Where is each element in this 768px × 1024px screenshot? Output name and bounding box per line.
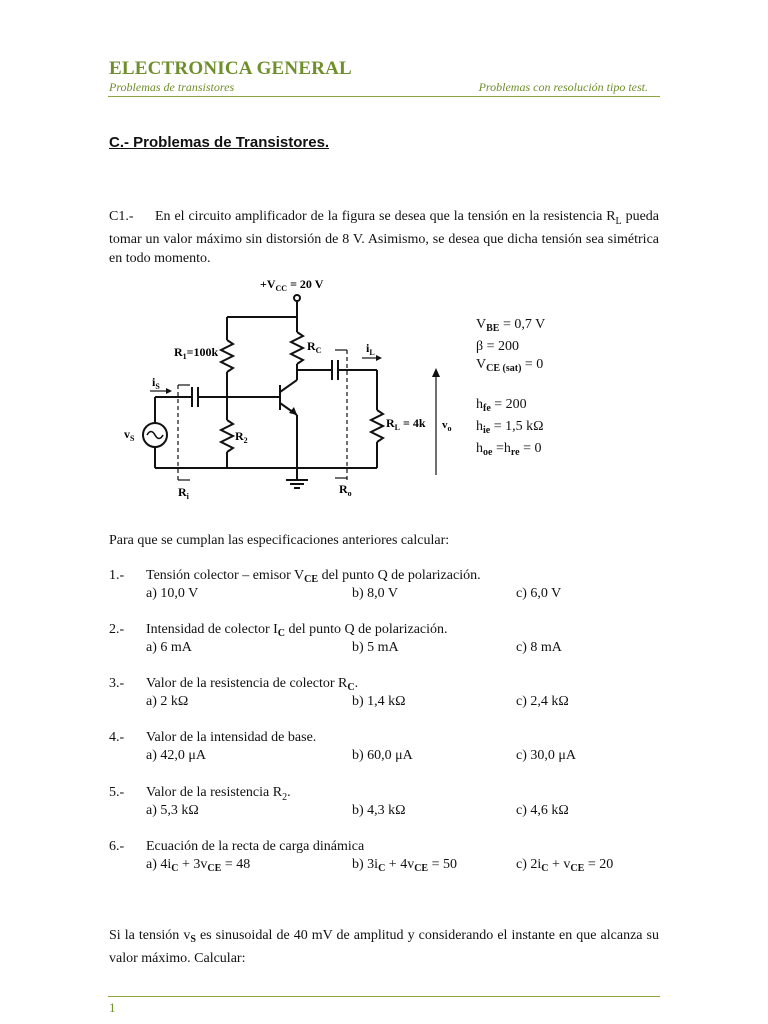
lead-text: Para que se cumplan las especificaciones anteriores calcular:	[109, 533, 450, 548]
problem-number: C1.-	[109, 209, 134, 224]
closing-text: Si la tensión $v_S$ es sinusoidal de 40 mV de amplitud y considerando el instante en que alcanza su valor máximo. Calcular:	[109, 928, 659, 966]
svg-text:R2: $R_2$	[235, 429, 248, 445]
option-b: b) 5 mA	[352, 640, 399, 655]
svg-text:+VCC = 20 V: $+V_{CC} = 20$ V	[260, 277, 324, 293]
header-rule	[108, 96, 660, 97]
option-b: b) 8,0 V	[352, 586, 399, 601]
option-a: a) $4i_C + 3v_{CE} = 48$	[146, 857, 251, 874]
document-title: ELECTRONICA GENERAL	[109, 58, 352, 79]
option-c: c) 30,0 μA	[516, 748, 576, 763]
option-a: a) 5,3 kΩ	[146, 803, 199, 818]
header-subtitle-left: Problemas de transistores	[109, 80, 235, 94]
svg-text:RL = 4k: $R_L = 4k$	[386, 416, 426, 432]
option-a: a) 10,0 V	[146, 586, 199, 601]
page-number: 1	[109, 1000, 116, 1015]
param-beta: β = 200	[476, 339, 520, 354]
param-vce-sat: $V_{CE (sat)} = 0$	[476, 357, 544, 374]
circuit-diagram	[110, 270, 460, 505]
svg-text:vS: $v_S$	[124, 427, 135, 443]
param-hoe-hre: $h_{oe} =h_{re} = 0$	[476, 441, 542, 458]
svg-text:R1=100k: $R_1=100k$	[174, 345, 219, 361]
svg-text:vo: $v_o$	[442, 419, 452, 433]
option-c: c) 4,6 kΩ	[516, 803, 569, 818]
option-c: c) 2,4 kΩ	[516, 694, 569, 709]
svg-text:Ro: $R_o$	[339, 482, 352, 498]
option-a: a) 2 kΩ	[146, 694, 189, 709]
option-c: c) 8 mA	[516, 640, 562, 655]
option-a: a) 42,0 μA	[146, 748, 206, 763]
section-title: C.- Problemas de Transistores.	[109, 134, 330, 151]
transistor-parameters	[476, 316, 545, 462]
option-b: b) 4,3 kΩ	[352, 803, 406, 818]
param-hfe: $h_{fe} = 200$	[476, 397, 527, 414]
problem-statement: C1.- En el circuito amplificador de la figura se desea que la tensión en la resistencia $R_L$ pueda tomar un valor máximo sin distorsión de 8 V. Asimismo, se desea que dicha tensión sea simétrica en todo momento.	[109, 209, 659, 266]
footer-rule	[108, 996, 660, 997]
param-hie: $h_{ie} = 1,5$ kΩ	[476, 419, 544, 436]
svg-text:iL: $i_L$	[366, 341, 375, 357]
svg-text:RC: $R_C$	[307, 339, 322, 355]
param-vbe: $V_{BE} = 0,7$ V	[476, 317, 546, 334]
option-b: b) 60,0 μA	[352, 748, 413, 763]
option-c: c) 6,0 V	[516, 586, 562, 601]
svg-text:Ri: $R_i$	[178, 485, 189, 501]
option-b: b) $3i_C + 4v_{CE} = 50$	[352, 857, 458, 874]
header-subtitle-right: Problemas con resolución tipo test.	[478, 80, 648, 94]
option-c: c) $2i_C + v_{CE} = 20$	[516, 857, 614, 874]
svg-text:iS: $i_S$	[152, 375, 160, 391]
option-a: a) 6 mA	[146, 640, 192, 655]
option-b: b) 1,4 kΩ	[352, 694, 406, 709]
